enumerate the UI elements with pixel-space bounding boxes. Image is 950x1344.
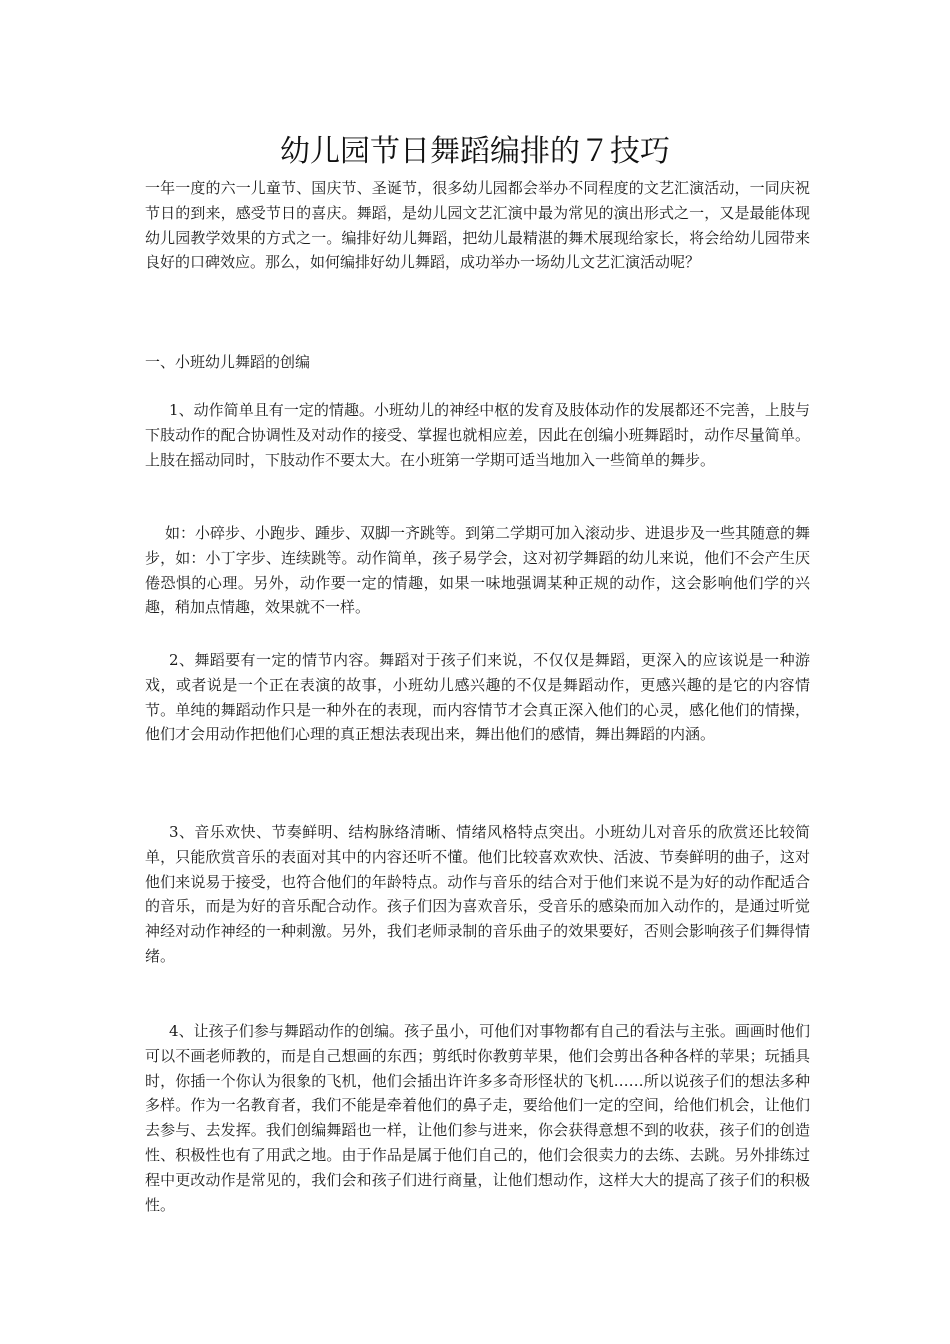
section-heading: 一、小班幼儿舞蹈的创编 bbox=[145, 353, 311, 371]
paragraph-point-4: 4、让孩子们参与舞蹈动作的创编。孩子虽小，可他们对事物都有自己的看法与主张。画画时他们可以不画老师教的，而是自己想画的东西；剪纸时你教剪苹果，他们会剪出各种各样的苹果；玩插具时，你插一个你认为很象的飞机，他们会插出许许多多奇形怪状的飞机……所以说孩子们的想法多种多样。作为一名教育者，我们不能是牵着他们的鼻子走，要给他们一定的空间，给他们机会，让他们去参与、去发挥。我们创编舞蹈也一样，让他们参与进来，你会获得意想不到的收获，孩子们的创造性、积极性也有了用武之地。由于作品是属于他们自己的，他们会很卖力的去练、去跳。另外排练过程中更改动作是常见的，我们会和孩子们进行商量，让他们想动作，这样大大的提高了孩子们的积极性。 bbox=[145, 1022, 810, 1214]
intro-paragraph: 一年一度的六一儿童节、国庆节、圣诞节，很多幼儿园都会举办不同程度的文艺汇演活动，一同庆祝节日的到来，感受节日的喜庆。舞蹈，是幼儿园文艺汇演中最为常见的演出形式之一，又是最能体现幼儿园教学效果的方式之一。编排好幼儿舞蹈，把幼儿最精湛的舞术展现给家长，将会给幼儿园带来良好的口碑效应。那么，如何编排好幼儿舞蹈，成功举办一场幼儿文艺汇演活动呢？ bbox=[145, 179, 810, 272]
paragraph-point-2: 2、舞蹈要有一定的情节内容。舞蹈对于孩子们来说，不仅仅是舞蹈，更深入的应该说是一种游戏，或者说是一个正在表演的故事，小班幼儿感兴趣的不仅是舞蹈动作，更感兴趣的是它的内容情节。单纯的舞蹈动作只是一种外在的表现，而内容情节才会真正深入他们的心灵，感化他们的情操，他们才会用动作把他们心理的真正想法表现出来，舞出他们的感情，舞出舞蹈的内涵。 bbox=[145, 651, 810, 744]
paragraph-point-1: 1、动作简单且有一定的情趣。小班幼儿的神经中枢的发育及肢体动作的发展都还不完善，上肢与下肢动作的配合协调性及对动作的接受、掌握也就相应差，因此在创编小班舞蹈时，动作尽量简单。上肢在摇动同时，下肢动作不要太大。在小班第一学期可适当地加入一些简单的舞步。 bbox=[145, 401, 810, 469]
paragraph-point-3: 3、音乐欢快、节奏鲜明、结构脉络清晰、情绪风格特点突出。小班幼儿对音乐的欣赏还比较简单，只能欣赏音乐的表面对其中的内容还听不懂。他们比较喜欢欢快、活波、节奏鲜明的曲子，这对他们来说易于接受，也符合他们的年龄特点。动作与音乐的结合对于他们来说不是为好的动作配适合的音乐，而是为好的音乐配合动作。孩子们因为喜欢音乐，受音乐的感染而加入动作的，是通过听觉神经对动作神经的一种刺激。另外，我们老师录制的音乐曲子的效果要好，否则会影响孩子们舞得情绪。 bbox=[145, 823, 810, 965]
document-title: 幼儿园节日舞蹈编排的７技巧 bbox=[280, 134, 670, 169]
paragraph-examples: 如：小碎步、小跑步、踵步、双脚一齐跳等。到第二学期可加入滚动步、进退步及一些其随意的舞步，如：小丁字步、连续跳等。动作简单，孩子易学会，这对初学舞蹈的幼儿来说，他们不会产生厌倦恐惧的心理。另外，动作要一定的情趣，如果一味地强调某种正规的动作，这会影响他们学的兴趣，稍加点情趣，效果就不一样。 bbox=[145, 524, 811, 617]
